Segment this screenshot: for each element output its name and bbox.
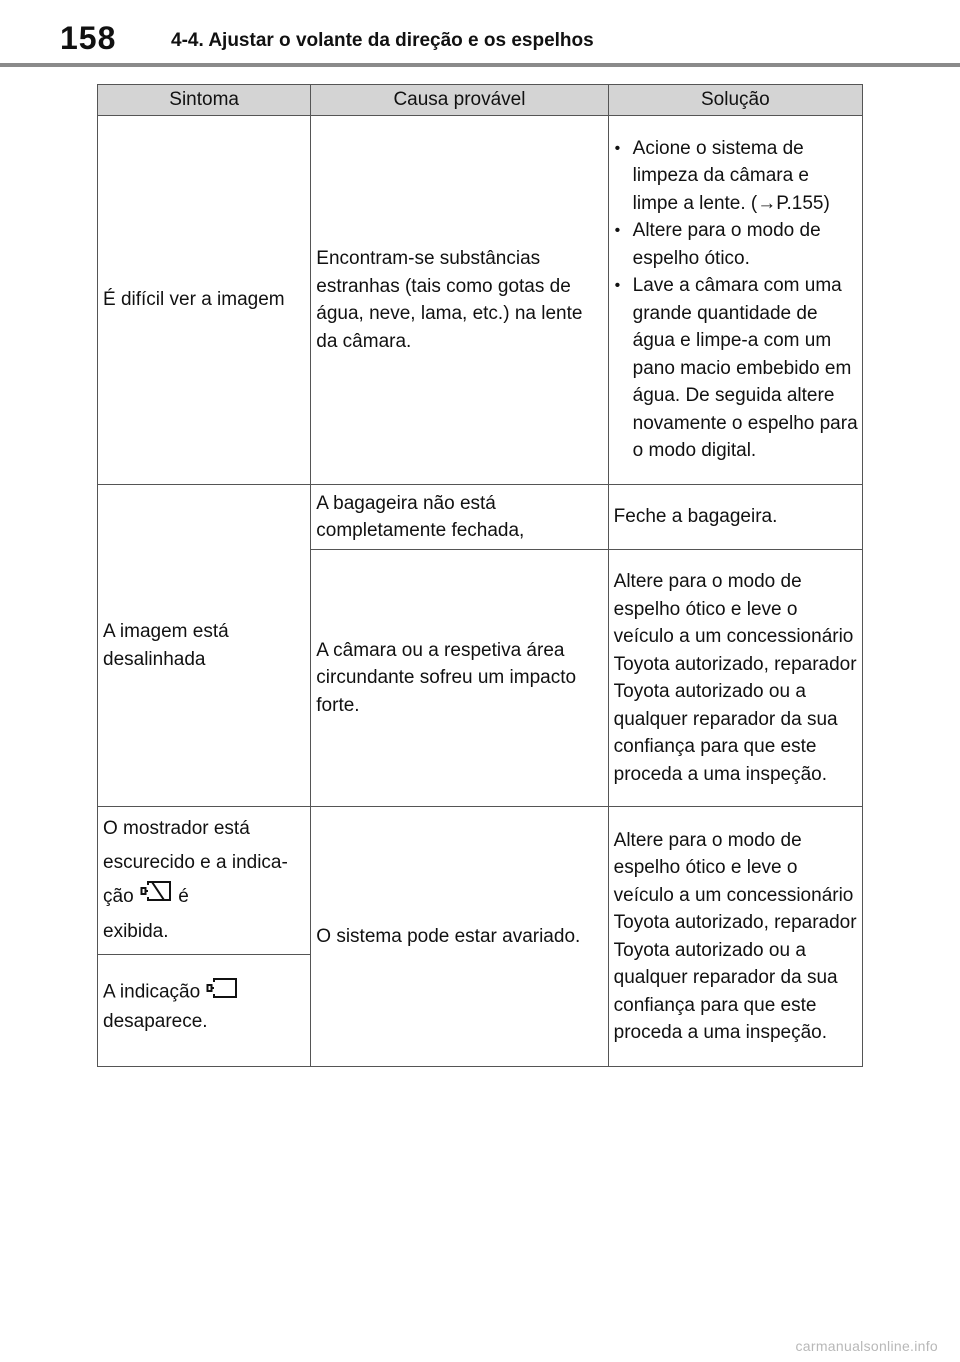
symptom-text-fragment: ção bbox=[103, 886, 134, 908]
watermark: carmanualsonline.info bbox=[795, 1338, 938, 1354]
cause-cell: Encontram-se substâncias estranhas (tais como gotas de água, neve, lama, etc.) na lente da câmara. bbox=[311, 116, 608, 485]
symptom-text-fragment: A indicação bbox=[103, 981, 201, 1003]
cause-cell: O sistema pode estar avariado. bbox=[311, 807, 608, 1067]
symptom-text-line: O mostrador está bbox=[103, 818, 250, 840]
page-header bbox=[0, 0, 960, 68]
solution-list bbox=[614, 135, 858, 465]
table-header-row bbox=[98, 85, 863, 116]
solution-item: • Lave a câmara com uma grande quantidade de água e limpe-a com um pano macio embebido em água. De seguida altere novamente o espelho para o modo digital. bbox=[614, 272, 858, 465]
header-divider bbox=[0, 63, 960, 67]
symptom-text-fragment: desaparece. bbox=[103, 1010, 208, 1032]
column-header-solution: Solução bbox=[608, 85, 862, 116]
solution-item: • Acione o sistema de limpeza da câmara e limpe a lente. (→P.155) bbox=[614, 135, 858, 218]
symptom-text-line: exibida. bbox=[103, 920, 169, 942]
page-number: 158 bbox=[60, 20, 117, 56]
solution-cell: Altere para o modo de espelho ótico e leve o veículo a um concessionário Toyota autorizado, reparador Toyota autorizado ou a qualquer reparador da sua confiança para que este proceda a uma inspeção. bbox=[608, 807, 862, 1067]
symptom-text-line: escurecido e a indica- bbox=[103, 852, 288, 874]
solution-cell: Feche a bagageira. bbox=[608, 485, 862, 550]
symptom-text-fragment: é bbox=[178, 886, 189, 908]
column-header-symptom: Sintoma bbox=[98, 85, 311, 116]
symptom-text-line bbox=[103, 880, 306, 914]
symptom-cell: A imagem está desalinhada bbox=[98, 485, 311, 807]
symptom-cell bbox=[98, 955, 311, 1067]
camera-icon bbox=[205, 977, 239, 1008]
troubleshooting-table bbox=[97, 84, 863, 1067]
table-row bbox=[98, 116, 863, 485]
cause-cell: A câmara ou a respetiva área circundante sofreu um impacto forte. bbox=[311, 550, 608, 807]
solution-cell bbox=[608, 116, 862, 485]
column-header-cause: Causa provável bbox=[311, 85, 608, 116]
cause-cell: A bagageira não está completamente fechada, bbox=[311, 485, 608, 550]
table-row bbox=[98, 807, 863, 955]
table-row bbox=[98, 485, 863, 550]
section-title: 4-4. Ajustar o volante da direção e os espelhos bbox=[171, 30, 594, 51]
solution-item: • Altere para o modo de espelho ótico. bbox=[614, 217, 858, 272]
symptom-cell: É difícil ver a imagem bbox=[98, 116, 311, 485]
camera-crossed-icon bbox=[139, 880, 173, 914]
symptom-cell bbox=[98, 807, 311, 955]
solution-cell: Altere para o modo de espelho ótico e leve o veículo a um concessionário Toyota autorizado, reparador Toyota autorizado ou a qualquer reparador da sua confiança para que este proceda a uma inspeção. bbox=[608, 550, 862, 807]
